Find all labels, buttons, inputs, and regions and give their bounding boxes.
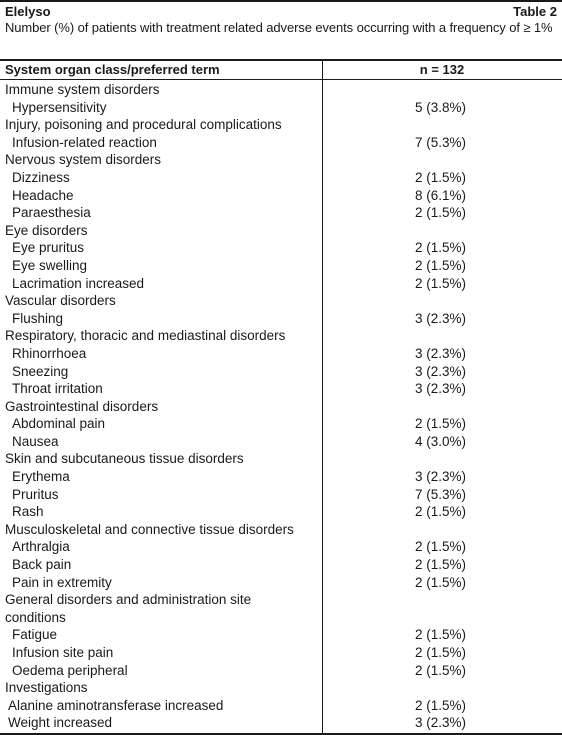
organ-class-label: conditions [5,609,66,625]
incidence-value: 2 (1.5%) [415,645,467,660]
preferred-term-label: Rhinorrhoea [12,345,87,361]
preferred-term-label: Flushing [12,310,64,326]
table-row [0,662,562,680]
table-row [0,239,562,257]
table-header [5,3,557,35]
table-row [0,486,562,504]
incidence-value: 3 (2.3%) [415,381,467,397]
table-label: Table 2 [513,4,557,19]
preferred-term-label: Pruritus [12,486,59,502]
table-row [0,503,562,521]
table-row [0,310,562,328]
organ-class-label: Skin and subcutaneous tissue disorders [5,451,244,467]
preferred-term-label: Alanine aminotransferase increased [8,697,224,713]
top-rule [0,0,562,2]
organ-class-row [0,327,562,345]
organ-class-label: General disorders and administration site [5,592,252,608]
column-header-term: System organ class/preferred term [5,62,220,77]
organ-class-label: Eye disorders [5,222,88,238]
table-row [0,187,562,205]
preferred-term-label: Paraesthesia [12,205,91,221]
incidence-value: 7 (5.3%) [415,134,467,150]
incidence-value: 2 (1.5%) [415,257,467,273]
table-row [0,345,562,363]
table-caption: Number (%) of patients with treatment related adverse events occurring with a frequency of ≥ 1% [5,20,553,35]
incidence-value: 2 (1.5%) [415,240,467,256]
organ-class-row [0,151,562,169]
incidence-value: 2 (1.5%) [415,416,467,432]
organ-class-label: Immune system disorders [5,82,160,97]
preferred-term-label: Pain in extremity [12,574,112,590]
table-row [0,275,562,293]
incidence-value: 2 (1.5%) [415,574,467,590]
preferred-term-label: Lacrimation increased [12,275,145,291]
table-row [0,626,562,644]
organ-class-row [0,521,562,539]
table-row [0,433,562,451]
preferred-term-label: Arthralgia [12,539,70,555]
organ-class-row [0,450,562,468]
incidence-value: 2 (1.5%) [415,557,467,573]
incidence-value: 2 (1.5%) [415,205,467,221]
table-row [0,169,562,187]
preferred-term-label: Nausea [12,433,59,449]
incidence-value: 5 (3.8%) [415,99,467,115]
preferred-term-label: Oedema peripheral [12,662,128,678]
preferred-term-label: Eye swelling [12,257,88,273]
organ-class-row [0,116,562,134]
organ-class-label: Nervous system disorders [5,152,162,168]
incidence-value: 2 (1.5%) [415,275,467,291]
table-row [0,697,562,715]
preferred-term-label: Throat irritation [12,381,103,397]
organ-class-label: Vascular disorders [5,293,116,309]
organ-class-row [0,679,562,697]
title-row [5,3,557,20]
organ-class-label: Musculoskeletal and connective tissue disorders [5,521,294,537]
preferred-term-label: Infusion-related reaction [12,134,157,150]
organ-class-row [0,609,562,627]
column-header-top-rule [0,59,562,61]
table-row [0,714,562,732]
column-header-bottom-rule [0,79,562,80]
table-row [0,134,562,152]
incidence-value: 2 (1.5%) [415,697,467,713]
incidence-value: 4 (3.0%) [415,433,467,449]
preferred-term-label: Eye pruritus [12,240,85,256]
preferred-term-label: Erythema [12,469,70,485]
preferred-term-label: Hypersensitivity [12,99,107,115]
incidence-value: 2 (1.5%) [415,169,467,185]
organ-class-label: Injury, poisoning and procedural complications [5,117,282,133]
table-row [0,363,562,381]
table-row [0,204,562,222]
preferred-term-label: Dizziness [12,169,70,185]
table-row [0,99,562,117]
organ-class-label: Gastrointestinal disorders [5,398,159,414]
organ-class-label: Respiratory, thoracic and mediastinal disorders [5,328,286,344]
incidence-value: 7 (5.3%) [415,486,467,502]
incidence-value: 3 (2.3%) [415,469,467,485]
preferred-term-label: Weight increased [8,715,113,731]
table-row [0,415,562,433]
table-row [0,538,562,556]
incidence-value: 3 (2.3%) [415,715,467,731]
organ-class-row [0,81,562,99]
preferred-term-label: Sneezing [12,363,69,379]
organ-class-row [0,292,562,310]
table-row [0,257,562,275]
table-row [0,468,562,486]
preferred-term-label: Fatigue [12,627,58,643]
incidence-value: 2 (1.5%) [415,627,467,643]
organ-class-row [0,398,562,416]
preferred-term-label: Abdominal pain [12,416,106,432]
incidence-value: 3 (2.3%) [415,310,467,326]
organ-class-label: Investigations [5,680,88,696]
incidence-value: 3 (2.3%) [415,345,467,361]
incidence-value: 3 (2.3%) [415,363,467,379]
preferred-term-label: Headache [12,187,74,203]
preferred-term-label: Back pain [12,557,72,573]
preferred-term-label: Rash [12,504,44,520]
incidence-value: 2 (1.5%) [415,539,467,555]
incidence-value: 2 (1.5%) [415,504,467,520]
column-header-n: n = 132 [419,62,465,77]
organ-class-row [0,222,562,240]
table-body [0,81,562,732]
table-row [0,380,562,398]
incidence-value: 2 (1.5%) [415,662,467,678]
table-row [0,574,562,592]
table-row [0,644,562,662]
table-row [0,556,562,574]
drug-name: Elelyso [5,4,51,19]
incidence-value: 8 (6.1%) [415,187,467,203]
organ-class-row [0,591,562,609]
preferred-term-label: Infusion site pain [12,645,114,660]
